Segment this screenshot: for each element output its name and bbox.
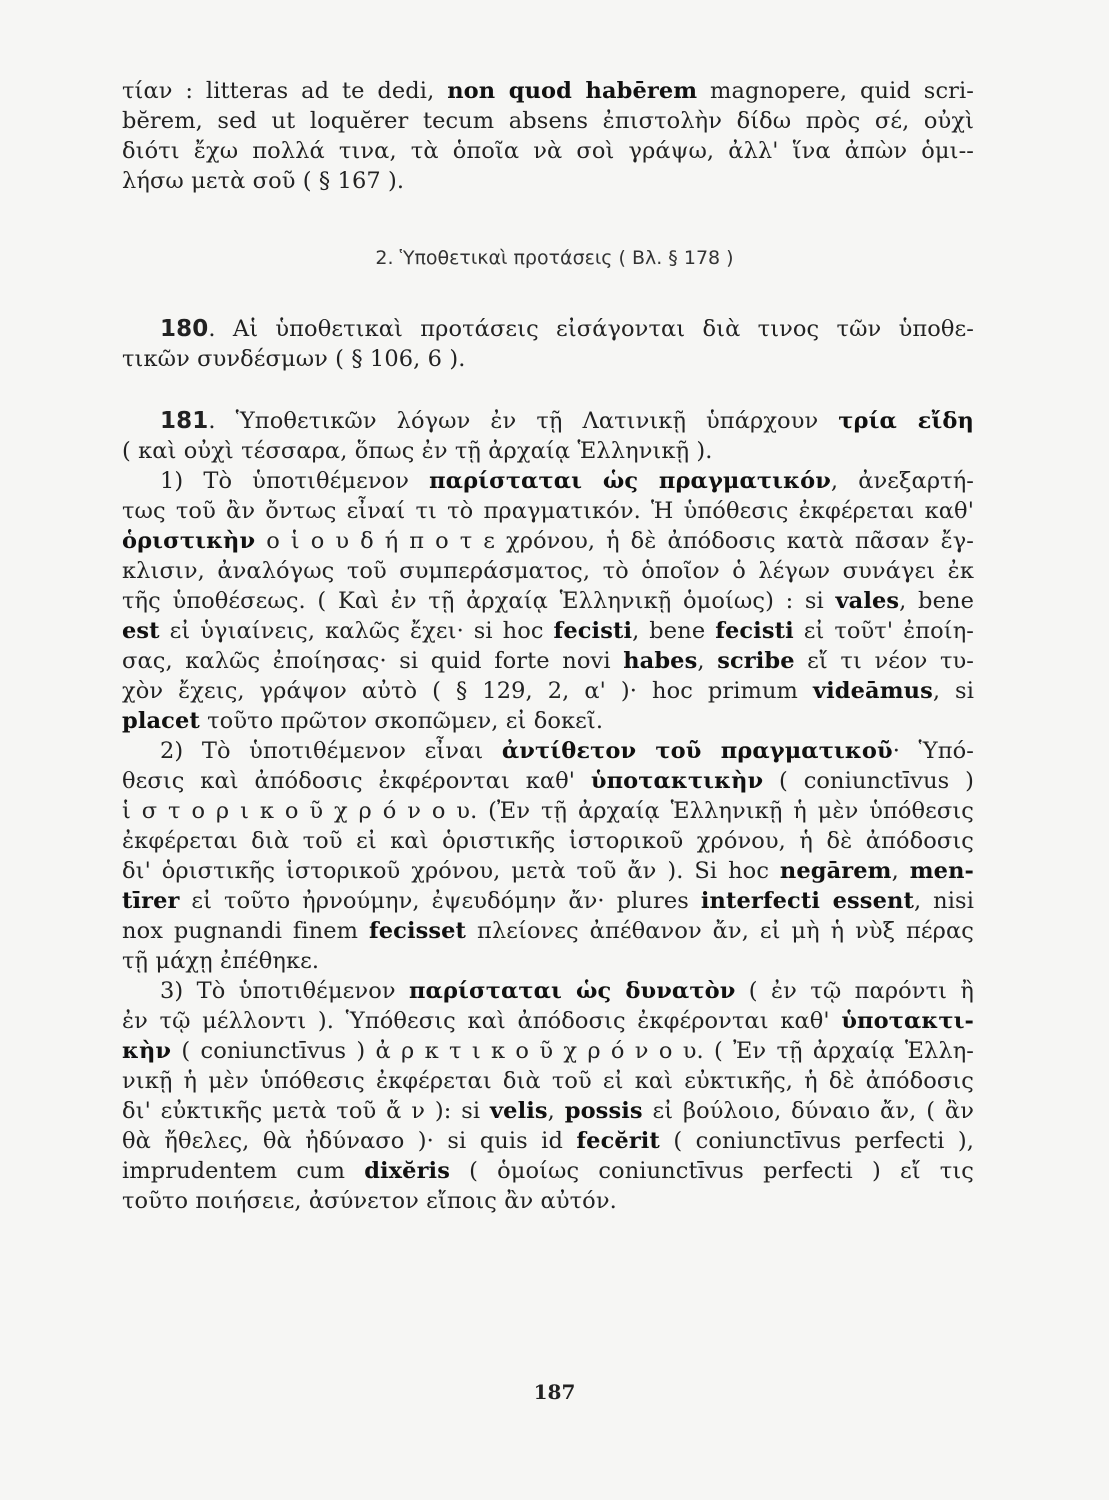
bold-term: fecisti	[553, 618, 633, 644]
text-line: κὴν ( coniunctīvus ) ἀ ρ κ τ ι κ ο ῦ χ ρ ό ν ο υ. ( Ἐν τῇ ἀρχαίᾳ Ἑλλη-	[122, 1038, 974, 1064]
text-line: ὁριστικὴν ο ἱ ο υ δ ή π ο τ ε χρόνου, ἡ δὲ ἀπόδοσις κατὰ πᾶσαν ἔγ-	[122, 528, 974, 554]
text-line: θεσις καὶ ἀπόδοσις ἐκφέρονται καθ' ὑποτακτικὴν ( coniunctīvus )	[122, 768, 974, 794]
paragraph-intro	[122, 76, 974, 196]
text-line: τοῦτο ποιήσειε, ἀσύνετον εἴποις ἂν αὐτόν.	[122, 1188, 617, 1214]
text-line: ἐκφέρεται διὰ τοῦ εἰ καὶ ὁριστικῆς ἱστορικοῦ χρόνου, ἡ δὲ ἀπόδοσις	[122, 828, 974, 854]
bold-term: dixĕris	[364, 1158, 450, 1184]
text-line: tīrer εἰ τοῦτο ἠρνούμην, ἐψευδόμην ἄν· plures interfecti essent, nisi	[122, 888, 974, 914]
bold-term: vales	[835, 588, 900, 614]
paragraph-181	[122, 406, 974, 1216]
paragraph-number: 180	[160, 316, 209, 342]
text-line: νικῇ ἡ μὲν ὑπόθεσις ἐκφέρεται διὰ τοῦ εἰ καὶ εὐκτικῆς, ἡ δὲ ἀπόδοσις	[122, 1068, 974, 1094]
text-line: σας, καλῶς ἐποίησας· si quid forte novi habes, scribe εἴ τι νέον τυ-	[122, 648, 974, 674]
text-line: bĕrem, sed ut loquĕrer tecum absens ἐπιστολὴν δίδω πρὸς σέ, οὐχὶ	[122, 108, 974, 134]
paragraph-180	[122, 314, 974, 374]
bold-term: placet	[122, 708, 200, 734]
bold-term: tīrer	[122, 888, 180, 914]
text-line: 3) Τὸ ὑποτιθέμενον παρίσταται ὡς δυνατὸν ( ἐν τῷ παρόντι ἢ	[160, 978, 974, 1004]
bold-term: velis	[489, 1098, 548, 1124]
bold-term: fecĕrit	[576, 1128, 660, 1154]
bold-term: videāmus	[812, 678, 933, 704]
text-line: ἱ σ τ ο ρ ι κ ο ῦ χ ρ ό ν ο υ. (Ἐν τῇ ἀρχαίᾳ Ἑλληνικῇ ἡ μὲν ὑπόθεσις	[122, 798, 974, 824]
bold-term: men-	[909, 858, 974, 884]
text-line: 180. Αἱ ὑποθετικαὶ προτάσεις εἰσάγονται διὰ τινος τῶν ὑποθε-	[160, 316, 974, 342]
text-line: 181. Ὑποθετικῶν λόγων ἐν τῇ Λατινικῇ ὑπάρχουν τρία εἴδη	[160, 408, 974, 434]
text-line: τῆς ὑποθέσεως. ( Καὶ ἐν τῇ ἀρχαίᾳ Ἑλληνικῇ ὁμοίως) : si vales, bene	[122, 588, 974, 614]
bold-term: interfecti essent	[700, 888, 914, 914]
text-line: 1) Τὸ ὑποτιθέμενον παρίσταται ὡς πραγματικόν, ἀνεξαρτή-	[160, 468, 974, 494]
bold-term: παρίσταται ὡς πραγματικόν	[429, 468, 831, 494]
text-line: τως τοῦ ἂν ὄντως εἶναί τι τὸ πραγματικόν. Ἡ ὑπόθεσις ἐκφέρεται καθ'	[122, 498, 974, 524]
bold-term: ὑποτακτι-	[841, 1008, 974, 1034]
bold-term: fecisset	[368, 918, 467, 944]
bold-term: est	[122, 618, 160, 644]
text-line: λήσω μετὰ σοῦ ( § 167 ).	[122, 168, 405, 194]
bold-term: non quod habērem	[447, 78, 698, 104]
text-line: nox pugnandi finem fecisset πλείονες ἀπέθανον ἄν, εἰ μὴ ἡ νὺξ πέρας	[122, 918, 974, 944]
bold-term: negārem	[779, 858, 892, 884]
text-line: 2) Τὸ ὑποτιθέμενον εἶναι ἀντίθετον τοῦ πραγματικοῦ· Ὑπό-	[160, 738, 974, 764]
text-line: τῇ μάχῃ ἐπέθηκε.	[122, 948, 320, 974]
text-line: imprudentem cum dixĕris ( ὁμοίως coniunctīvus perfecti ) εἴ τις	[122, 1158, 974, 1184]
text-line: χὸν ἔχεις, γράψον αὐτὸ ( § 129, 2, α' )· hoc primum videāmus, si	[122, 678, 974, 704]
text-line: δι' εὐκτικῆς μετὰ τοῦ ἄ ν ): si velis, possis εἰ βούλοιο, δύναιο ἄν, ( ἂν	[122, 1098, 974, 1124]
page-number: 187	[533, 1380, 576, 1404]
text-line: ( καὶ οὐχὶ τέσσαρα, ὅπως ἐν τῇ ἀρχαίᾳ Ἑλληνικῇ ).	[122, 438, 713, 464]
section-heading: 2. Ὑποθετικαὶ προτάσεις ( Βλ. § 178 )	[375, 247, 734, 269]
bold-term: habes	[623, 648, 698, 674]
text-line: ἐν τῷ μέλλοντι ). Ὑπόθεσις καὶ ἀπόδοσις ἐκφέρονται καθ' ὑποτακτι-	[122, 1008, 974, 1034]
bold-term: possis	[564, 1098, 643, 1124]
text-line: διότι ἔχω πολλά τινα, τὰ ὁποῖα νὰ σοὶ γράψω, ἀλλ' ἵνα ἀπὼν ὁμι--	[122, 138, 974, 164]
bold-term: scribe	[717, 648, 795, 674]
paragraph-number: 181	[160, 408, 209, 434]
bold-term: fecisti	[715, 618, 794, 644]
bold-term: ὑποτακτικὴν	[590, 768, 764, 794]
text-line: τικῶν συνδέσμων ( § 106, 6 ).	[122, 346, 466, 372]
text-line: δι' ὁριστικῆς ἱστορικοῦ χρόνου, μετὰ τοῦ ἄν ). Si hoc negārem, men-	[122, 858, 974, 884]
text-line: placet τοῦτο πρῶτον σκοπῶμεν, εἰ δοκεῖ.	[122, 708, 604, 734]
bold-term: ὁριστικὴν	[122, 528, 256, 554]
text-line: τίαν : litteras ad te dedi, non quod habērem magnopere, quid scri-	[122, 78, 974, 104]
text-line: κλισιν, ἀναλόγως τοῦ συμπεράσματος, τὸ ὁποῖον ὁ λέγων συνάγει ἐκ	[122, 558, 974, 584]
bold-term: ἀντίθετον τοῦ πραγματικοῦ	[501, 738, 893, 764]
text-line: est εἰ ὑγιαίνεις, καλῶς ἔχει· si hoc fecisti, bene fecisti εἰ τοῦτ' ἐποίη-	[122, 618, 974, 644]
bold-term: παρίσταται ὡς δυνατὸν	[408, 978, 736, 1004]
text-line: θὰ ἤθελες, θὰ ἠδύνασο )· si quis id fecĕrit ( coniunctīvus perfecti ),	[122, 1128, 974, 1154]
bold-term: τρία εἴδη	[838, 408, 974, 434]
bold-term: κὴν	[122, 1038, 172, 1064]
